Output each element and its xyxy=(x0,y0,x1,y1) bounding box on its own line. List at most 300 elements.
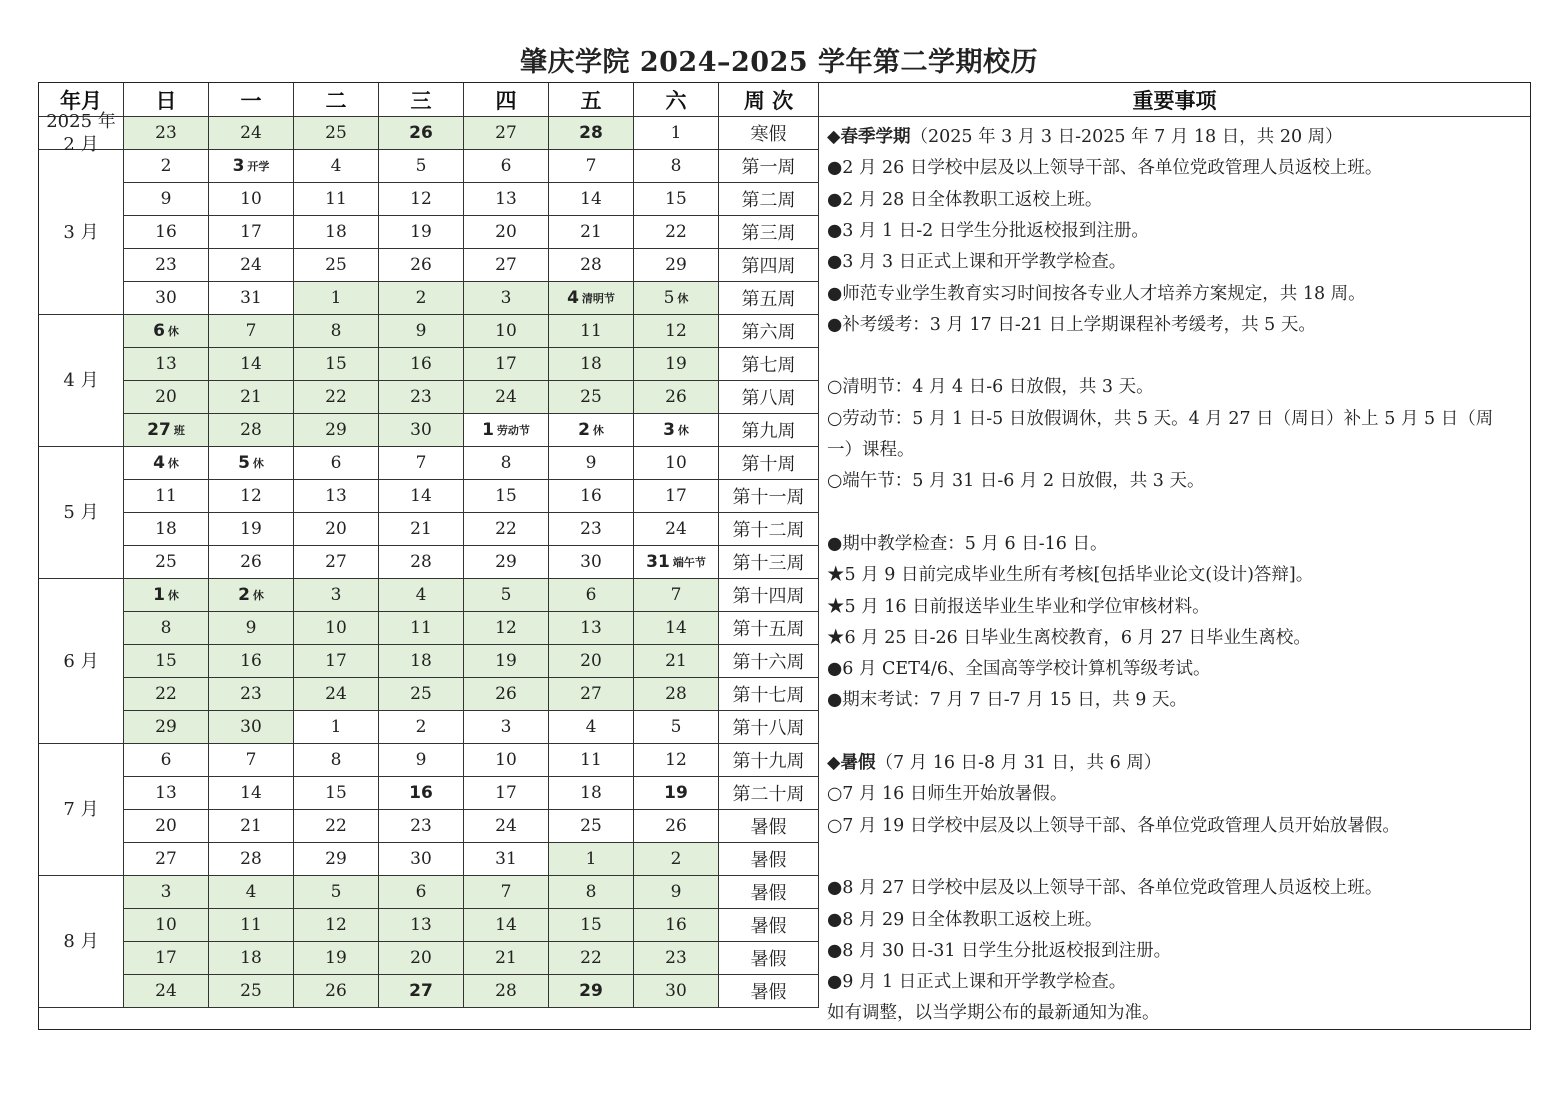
day-number: 16 xyxy=(240,651,262,671)
day-cell xyxy=(379,348,464,381)
day-cell xyxy=(464,183,549,216)
note-heading: ◆暑假 xyxy=(827,753,876,773)
day-number: 8 xyxy=(330,321,342,341)
day-cell xyxy=(634,381,719,414)
day-number: 21 xyxy=(580,222,602,242)
day-number: 7 xyxy=(585,156,597,176)
day-number: 5 xyxy=(663,288,675,308)
note-text: ●8 月 30 日-31 日学生分批返校报到注册。 xyxy=(827,940,1172,961)
note-line xyxy=(827,749,1161,774)
day-number: 28 xyxy=(240,849,262,869)
day-cell xyxy=(549,711,634,744)
day-number: 11 xyxy=(580,321,602,341)
day-cell xyxy=(294,381,379,414)
day-number: 29 xyxy=(579,981,603,1001)
day-cell xyxy=(464,117,549,150)
week-label: 第十九周 xyxy=(719,744,819,777)
day-number: 4 xyxy=(330,156,342,176)
note-line xyxy=(827,280,1366,305)
day-cell xyxy=(634,282,719,315)
day-cell xyxy=(379,678,464,711)
day-number: 1 xyxy=(153,585,165,605)
header-thu: 四 xyxy=(464,83,549,117)
day-cell xyxy=(209,216,294,249)
day-number: 22 xyxy=(155,684,177,704)
day-cell xyxy=(124,216,209,249)
day-cell xyxy=(549,744,634,777)
day-cell xyxy=(209,777,294,810)
day-cell xyxy=(634,876,719,909)
day-cell xyxy=(124,810,209,843)
week-label: 暑假 xyxy=(719,942,819,975)
day-cell xyxy=(464,348,549,381)
day-number: 19 xyxy=(495,651,517,671)
day-cell xyxy=(634,447,719,480)
week-label: 第八周 xyxy=(719,381,819,414)
day-number: 20 xyxy=(580,651,602,671)
day-number: 3 xyxy=(160,882,172,902)
day-cell xyxy=(124,480,209,513)
day-cell xyxy=(124,744,209,777)
day-number: 27 xyxy=(325,552,347,572)
day-cell xyxy=(464,579,549,612)
day-cell xyxy=(124,348,209,381)
day-cell xyxy=(209,282,294,315)
day-number: 12 xyxy=(665,321,687,341)
day-number: 19 xyxy=(664,783,688,803)
day-cell xyxy=(209,381,294,414)
day-number: 9 xyxy=(585,453,597,473)
header-sun: 日 xyxy=(124,83,209,117)
header-wed: 三 xyxy=(379,83,464,117)
day-note: 休 xyxy=(167,589,179,602)
day-cell xyxy=(634,579,719,612)
week-label: 暑假 xyxy=(719,876,819,909)
day-cell xyxy=(379,942,464,975)
day-cell xyxy=(209,843,294,876)
day-cell xyxy=(294,216,379,249)
day-number: 8 xyxy=(500,453,512,473)
day-number: 25 xyxy=(325,255,347,275)
day-cell xyxy=(549,843,634,876)
day-cell xyxy=(124,513,209,546)
day-number: 9 xyxy=(415,750,427,770)
day-number: 17 xyxy=(495,783,517,803)
day-cell xyxy=(294,843,379,876)
day-note: 班 xyxy=(173,424,185,437)
week-label: 第一周 xyxy=(719,150,819,183)
week-label: 第七周 xyxy=(719,348,819,381)
day-cell xyxy=(294,150,379,183)
day-number: 6 xyxy=(585,585,597,605)
day-cell xyxy=(549,579,634,612)
note-line xyxy=(827,593,1210,618)
day-cell xyxy=(294,117,379,150)
day-cell xyxy=(294,282,379,315)
day-number: 12 xyxy=(240,486,262,506)
week-label: 第十四周 xyxy=(719,579,819,612)
week-label: 第六周 xyxy=(719,315,819,348)
day-cell xyxy=(209,744,294,777)
day-cell xyxy=(209,480,294,513)
day-number: 26 xyxy=(325,981,347,1001)
day-number: 27 xyxy=(147,420,171,440)
day-number: 3 xyxy=(500,288,512,308)
day-cell xyxy=(294,678,379,711)
day-cell xyxy=(549,216,634,249)
day-number: 29 xyxy=(665,255,687,275)
note-text: ★5 月 9 日前完成毕业生所有考核[包括毕业论文(设计)答辩]。 xyxy=(827,565,1314,586)
day-note: 休 xyxy=(167,457,179,470)
day-number: 28 xyxy=(579,123,603,143)
day-cell xyxy=(549,447,634,480)
note-text: ●3 月 3 日正式上课和开学教学检查。 xyxy=(827,252,1127,273)
day-cell xyxy=(464,480,549,513)
day-cell xyxy=(549,942,634,975)
day-number: 20 xyxy=(410,948,432,968)
day-cell xyxy=(379,579,464,612)
day-number: 25 xyxy=(155,552,177,572)
day-cell xyxy=(124,414,209,447)
day-cell xyxy=(379,909,464,942)
day-note: 休 xyxy=(592,424,604,437)
day-cell xyxy=(294,348,379,381)
day-number: 23 xyxy=(155,255,177,275)
day-number: 13 xyxy=(495,189,517,209)
day-number: 24 xyxy=(155,981,177,1001)
day-number: 7 xyxy=(245,321,257,341)
day-note: 休 xyxy=(252,457,264,470)
day-number: 8 xyxy=(670,156,682,176)
day-cell xyxy=(294,777,379,810)
day-number: 24 xyxy=(495,387,517,407)
day-cell xyxy=(549,975,634,1008)
day-number: 16 xyxy=(580,486,602,506)
day-number: 16 xyxy=(155,222,177,242)
week-label: 第十六周 xyxy=(719,645,819,678)
day-cell xyxy=(379,447,464,480)
week-label: 第十三周 xyxy=(719,546,819,579)
note-line xyxy=(827,405,1493,430)
day-cell xyxy=(379,777,464,810)
day-number: 22 xyxy=(495,519,517,539)
day-number: 10 xyxy=(495,750,517,770)
day-number: 1 xyxy=(330,717,342,737)
day-number: 7 xyxy=(500,882,512,902)
day-cell xyxy=(379,150,464,183)
month-label: 4 月 xyxy=(39,315,124,447)
day-number: 20 xyxy=(155,816,177,836)
day-number: 23 xyxy=(410,816,432,836)
day-cell xyxy=(209,117,294,150)
day-cell xyxy=(549,777,634,810)
day-number: 30 xyxy=(155,288,177,308)
week-label: 第九周 xyxy=(719,414,819,447)
day-number: 30 xyxy=(580,552,602,572)
day-number: 6 xyxy=(153,321,165,341)
day-number: 10 xyxy=(325,618,347,638)
day-cell xyxy=(209,513,294,546)
note-line xyxy=(827,186,1102,211)
day-cell xyxy=(379,975,464,1008)
note-line xyxy=(827,780,1067,805)
note-text: ●8 月 29 日全体教职工返校上班。 xyxy=(827,909,1103,930)
day-number: 13 xyxy=(155,783,177,803)
day-cell xyxy=(634,117,719,150)
day-cell xyxy=(634,513,719,546)
day-cell xyxy=(124,117,209,150)
day-cell xyxy=(379,414,464,447)
day-cell xyxy=(549,183,634,216)
day-cell xyxy=(294,744,379,777)
day-cell xyxy=(294,975,379,1008)
note-text: （2025 年 3 月 3 日-2025 年 7 月 18 日，共 20 周） xyxy=(910,127,1343,147)
day-number: 28 xyxy=(495,981,517,1001)
note-text: ○7 月 19 日学校中层及以上领导干部、各单位党政管理人员开始放暑假。 xyxy=(827,815,1400,836)
day-number: 20 xyxy=(325,519,347,539)
notes-panel xyxy=(819,117,1530,1024)
day-cell xyxy=(379,711,464,744)
day-number: 28 xyxy=(580,255,602,275)
day-number: 26 xyxy=(409,123,433,143)
day-cell xyxy=(209,942,294,975)
day-cell xyxy=(379,546,464,579)
day-number: 15 xyxy=(495,486,517,506)
day-cell xyxy=(209,579,294,612)
day-number: 24 xyxy=(240,123,262,143)
week-label: 寒假 xyxy=(719,117,819,150)
day-cell xyxy=(379,381,464,414)
day-number: 2 xyxy=(238,585,250,605)
week-label: 第二周 xyxy=(719,183,819,216)
day-note: 端午节 xyxy=(672,556,706,569)
day-cell xyxy=(294,546,379,579)
day-number: 6 xyxy=(330,453,342,473)
day-cell xyxy=(464,876,549,909)
day-number: 6 xyxy=(415,882,427,902)
day-cell xyxy=(464,645,549,678)
day-cell xyxy=(464,810,549,843)
week-label: 第十二周 xyxy=(719,513,819,546)
day-cell xyxy=(464,843,549,876)
week-label: 第十八周 xyxy=(719,711,819,744)
day-number: 11 xyxy=(410,618,432,638)
day-cell xyxy=(379,249,464,282)
header-notes: 重要事项 xyxy=(819,83,1530,117)
day-number: 12 xyxy=(410,189,432,209)
day-cell xyxy=(464,513,549,546)
day-number: 27 xyxy=(155,849,177,869)
day-number: 1 xyxy=(670,123,682,143)
day-cell xyxy=(464,711,549,744)
day-number: 27 xyxy=(495,123,517,143)
day-cell xyxy=(379,183,464,216)
month-label: 7 月 xyxy=(39,744,124,876)
day-cell xyxy=(209,678,294,711)
day-cell xyxy=(124,942,209,975)
day-number: 30 xyxy=(665,981,687,1001)
day-cell xyxy=(209,810,294,843)
day-number: 29 xyxy=(325,420,347,440)
day-cell xyxy=(464,315,549,348)
day-cell xyxy=(124,315,209,348)
day-number: 2 xyxy=(670,849,682,869)
day-number: 2 xyxy=(415,288,427,308)
day-number: 31 xyxy=(240,288,262,308)
day-number: 9 xyxy=(415,321,427,341)
day-cell xyxy=(379,282,464,315)
day-cell xyxy=(634,909,719,942)
day-number: 25 xyxy=(580,387,602,407)
day-cell xyxy=(379,876,464,909)
day-cell xyxy=(464,942,549,975)
day-number: 19 xyxy=(665,354,687,374)
day-cell xyxy=(124,678,209,711)
day-cell xyxy=(379,744,464,777)
week-label: 暑假 xyxy=(719,909,819,942)
note-line xyxy=(827,686,1187,711)
day-number: 10 xyxy=(155,915,177,935)
day-number: 30 xyxy=(410,420,432,440)
day-number: 13 xyxy=(155,354,177,374)
day-note: 开学 xyxy=(247,160,270,173)
day-number: 18 xyxy=(580,783,602,803)
day-cell xyxy=(634,942,719,975)
day-cell xyxy=(634,645,719,678)
day-number: 13 xyxy=(325,486,347,506)
day-number: 5 xyxy=(238,453,250,473)
day-number: 26 xyxy=(665,387,687,407)
day-cell xyxy=(209,150,294,183)
day-number: 25 xyxy=(410,684,432,704)
day-cell xyxy=(124,876,209,909)
day-cell xyxy=(549,612,634,645)
page-title: 肇庆学院 2024–2025 学年第二学期校历 xyxy=(519,47,1039,78)
day-number: 26 xyxy=(410,255,432,275)
day-note: 清明节 xyxy=(581,292,615,305)
note-text: ●期末考试：7 月 7 日-7 月 15 日，共 9 天。 xyxy=(827,690,1187,711)
day-cell xyxy=(464,150,549,183)
day-number: 17 xyxy=(155,948,177,968)
note-text: ○7 月 16 日师生开始放暑假。 xyxy=(827,784,1068,805)
note-line xyxy=(827,655,1211,680)
day-cell xyxy=(209,546,294,579)
day-cell xyxy=(124,150,209,183)
day-number: 9 xyxy=(245,618,257,638)
day-cell xyxy=(294,480,379,513)
day-cell xyxy=(209,645,294,678)
day-number: 13 xyxy=(410,915,432,935)
day-cell xyxy=(464,414,549,447)
day-number: 24 xyxy=(665,519,687,539)
note-line xyxy=(827,248,1126,273)
day-number: 31 xyxy=(646,552,670,572)
day-number: 26 xyxy=(495,684,517,704)
day-note: 劳动节 xyxy=(496,424,530,437)
day-number: 19 xyxy=(325,948,347,968)
day-number: 2 xyxy=(160,156,172,176)
day-cell xyxy=(379,117,464,150)
day-cell xyxy=(634,975,719,1008)
day-number: 23 xyxy=(155,123,177,143)
month-label: 8 月 xyxy=(39,876,124,1008)
day-number: 15 xyxy=(325,783,347,803)
day-number: 10 xyxy=(665,453,687,473)
day-cell xyxy=(549,645,634,678)
day-number: 21 xyxy=(240,816,262,836)
day-number: 12 xyxy=(325,915,347,935)
day-cell xyxy=(294,183,379,216)
day-number: 11 xyxy=(580,750,602,770)
day-cell xyxy=(634,546,719,579)
week-label: 暑假 xyxy=(719,810,819,843)
day-cell xyxy=(379,216,464,249)
day-cell xyxy=(124,645,209,678)
day-cell xyxy=(634,744,719,777)
day-number: 30 xyxy=(240,717,262,737)
day-cell xyxy=(634,249,719,282)
day-number: 19 xyxy=(410,222,432,242)
day-number: 15 xyxy=(665,189,687,209)
day-cell xyxy=(379,612,464,645)
day-number: 1 xyxy=(330,288,342,308)
day-number: 19 xyxy=(240,519,262,539)
day-cell xyxy=(294,579,379,612)
day-cell xyxy=(464,678,549,711)
note-line xyxy=(827,154,1382,179)
day-number: 12 xyxy=(665,750,687,770)
note-text: 如有调整，以当学期公布的最新通知为准。 xyxy=(827,1003,1160,1024)
day-cell xyxy=(294,810,379,843)
day-number: 18 xyxy=(580,354,602,374)
day-number: 11 xyxy=(325,189,347,209)
day-number: 9 xyxy=(670,882,682,902)
day-cell xyxy=(549,513,634,546)
day-cell xyxy=(464,381,549,414)
day-number: 14 xyxy=(240,783,262,803)
week-label: 第十一周 xyxy=(719,480,819,513)
day-cell xyxy=(634,777,719,810)
day-cell xyxy=(124,381,209,414)
day-number: 15 xyxy=(580,915,602,935)
day-number: 15 xyxy=(155,651,177,671)
header-tue: 二 xyxy=(294,83,379,117)
day-cell xyxy=(209,909,294,942)
day-cell xyxy=(294,249,379,282)
day-cell xyxy=(294,612,379,645)
day-cell xyxy=(634,216,719,249)
note-line xyxy=(827,123,1343,148)
day-number: 4 xyxy=(245,882,257,902)
day-cell xyxy=(549,381,634,414)
day-number: 20 xyxy=(155,387,177,407)
day-cell xyxy=(209,612,294,645)
day-number: 3 xyxy=(663,420,675,440)
day-cell xyxy=(124,282,209,315)
day-number: 16 xyxy=(665,915,687,935)
note-text: ●3 月 1 日-2 日学生分批返校报到注册。 xyxy=(827,220,1149,241)
note-text: ●9 月 1 日正式上课和开学教学检查。 xyxy=(827,972,1127,993)
day-number: 11 xyxy=(155,486,177,506)
note-text: ★6 月 25 日-26 日毕业生离校教育，6 月 27 日毕业生离校。 xyxy=(827,627,1311,648)
day-cell xyxy=(209,876,294,909)
week-label: 暑假 xyxy=(719,975,819,1008)
day-cell xyxy=(464,216,549,249)
day-number: 11 xyxy=(240,915,262,935)
note-line xyxy=(827,937,1171,962)
day-number: 29 xyxy=(495,552,517,572)
day-cell xyxy=(549,117,634,150)
